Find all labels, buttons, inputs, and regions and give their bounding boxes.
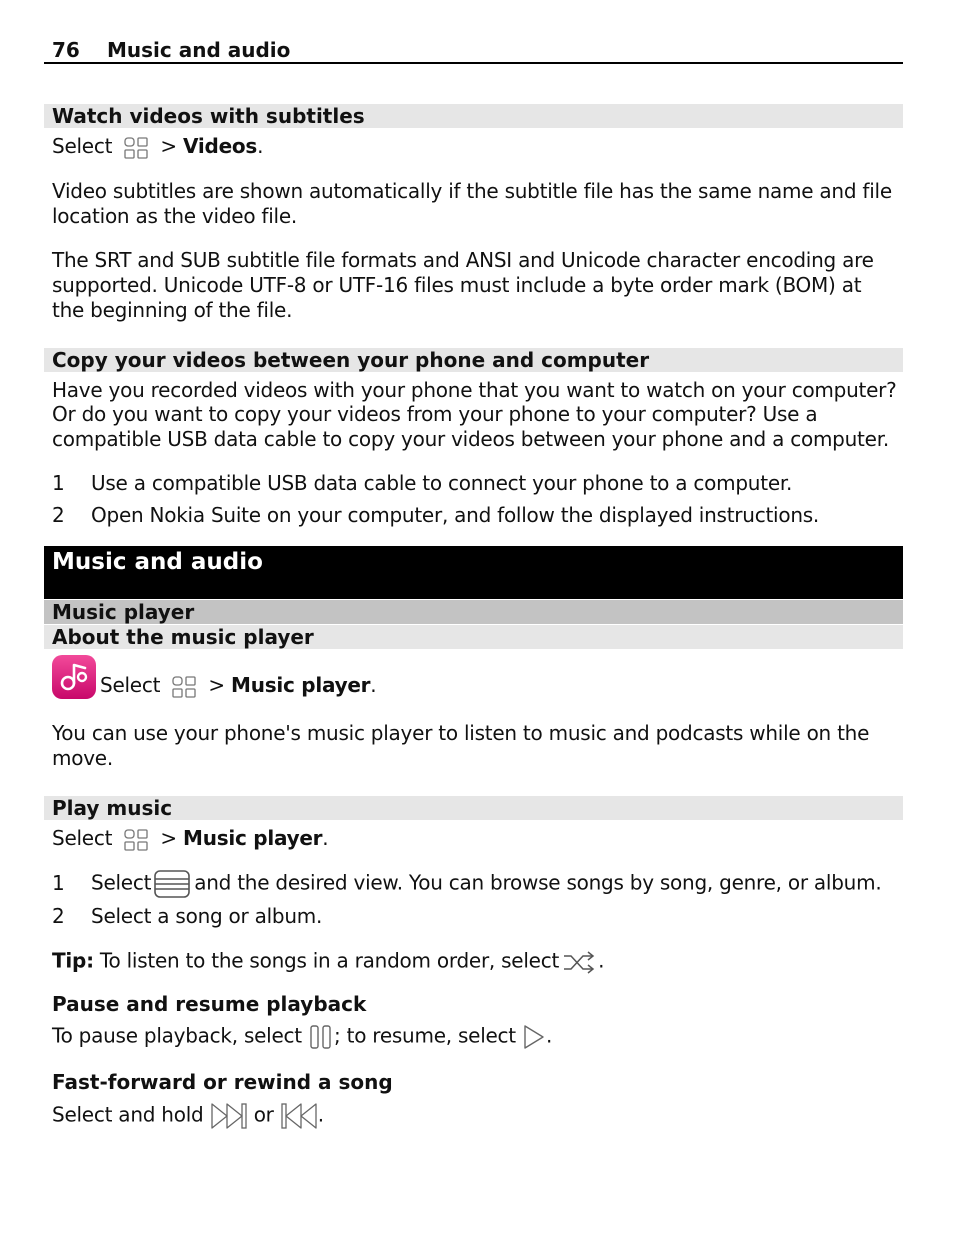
section-heading-about-music-player: About the music player [44, 625, 903, 649]
page-header-title: Music and audio [107, 38, 291, 62]
fast-forward-rewind-text: Select and hold or . [52, 1101, 324, 1131]
page-number: 76 [52, 38, 80, 62]
list-item: 2 Open Nokia Suite on your computer, and follow the displayed instructions. [52, 503, 820, 527]
shuffle-icon [562, 948, 598, 976]
paragraph-line: Have you recorded videos with your phone that you want to watch on your computer? [52, 378, 897, 402]
tip: Tip: To listen to the songs in a random order, select . [52, 948, 604, 976]
subheading-pause-resume: Pause and resume playback [52, 992, 367, 1016]
section-heading-copy-videos: Copy your videos between your phone and computer [44, 348, 903, 372]
paragraph-line: Video subtitles are shown automatically if the subtitle file has the same name and file [52, 179, 892, 203]
page-header [44, 36, 903, 64]
list-item: 1 Select and the desired view. You can browse songs by song, genre, or album. [52, 870, 881, 898]
pause-resume-text: To pause playback, select ; to resume, select . [52, 1023, 552, 1051]
chapter-heading: Music and audio [44, 546, 903, 599]
fast-forward-icon [210, 1101, 248, 1131]
list-item: 1 Use a compatible USB data cable to connect your phone to a computer. [52, 471, 793, 495]
paragraph-line: Or do you want to copy your videos from your phone to your computer? Use a [52, 402, 818, 426]
paragraph-line: supported. Unicode UTF-8 or UTF-16 files must include a byte order mark (BOM) at [52, 273, 862, 297]
paragraph-line: compatible USB data cable to copy your videos between your phone and a computer. [52, 427, 889, 451]
section-heading-watch-subtitles: Watch videos with subtitles [44, 104, 903, 128]
rewind-icon [280, 1101, 318, 1131]
play-icon [522, 1023, 546, 1051]
select-path-music-player: Select > Music player. [100, 673, 376, 700]
apps-menu-icon [122, 827, 150, 853]
music-player-app-icon [52, 655, 96, 699]
paragraph-line: You can use your phone's music player to listen to music and podcasts while on the [52, 721, 870, 745]
apps-menu-icon [170, 674, 198, 700]
paragraph-line: move. [52, 746, 113, 770]
select-path-music-player: Select > Music player. [52, 826, 328, 853]
paragraph-line: the beginning of the file. [52, 298, 293, 322]
apps-menu-icon [122, 135, 150, 161]
subheading-fast-forward-rewind: Fast-forward or rewind a song [52, 1070, 393, 1094]
paragraph-line: location as the video file. [52, 204, 297, 228]
section-heading-play-music: Play music [44, 796, 903, 820]
menu-list-icon [153, 870, 191, 898]
select-path-videos: Select > Videos. [52, 134, 263, 161]
paragraph-line: The SRT and SUB subtitle file formats and ANSI and Unicode character encoding are [52, 248, 874, 272]
pause-icon [308, 1023, 334, 1051]
subsection-heading-music-player: Music player [44, 600, 903, 624]
list-item: 2 Select a song or album. [52, 904, 323, 928]
